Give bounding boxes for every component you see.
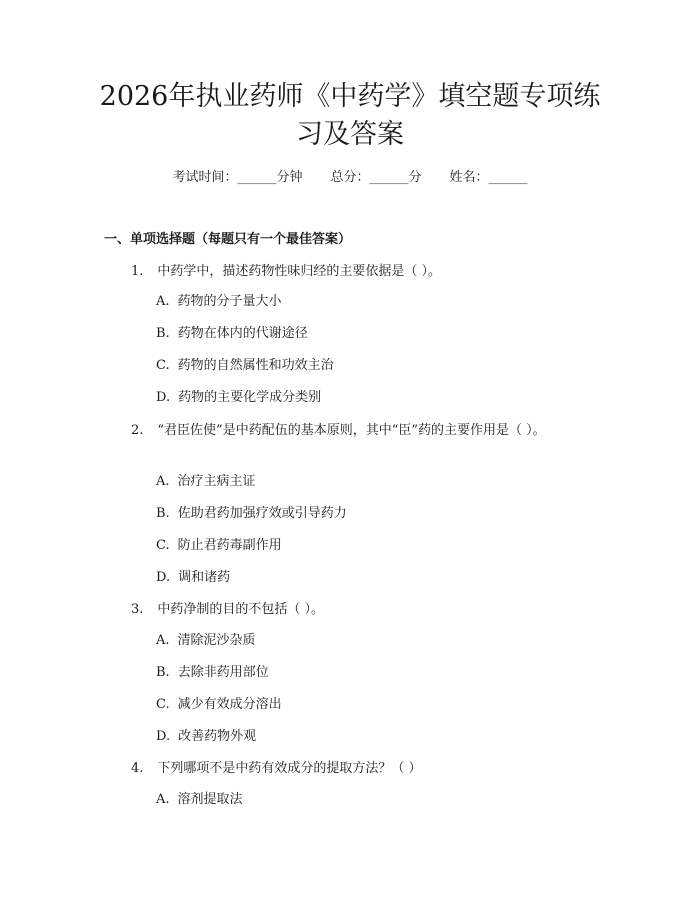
- document-title: 2026年执业药师《中药学》填空题专项练习及答案: [99, 81, 601, 150]
- question-2-option-d: [156, 568, 230, 588]
- option-letter: C.: [156, 538, 170, 553]
- question-1-option-a: [156, 292, 282, 312]
- question-text: “君臣佐使”是中药配伍的基本原则，其中“臣”药的主要作用是（ ）。: [157, 423, 546, 438]
- question-4: [104, 758, 596, 779]
- option-text: 药物的自然属性和功效主治: [177, 358, 334, 373]
- question-1-option-c: [156, 356, 334, 376]
- question-number: 2.: [131, 423, 144, 438]
- question-3-option-b: [156, 663, 269, 683]
- question-number: 4.: [131, 761, 144, 776]
- option-text: 药物的主要化学成分类别: [178, 390, 322, 405]
- question-2: [104, 420, 596, 441]
- question-1-option-d: [156, 388, 321, 408]
- option-letter: B.: [156, 506, 170, 521]
- option-text: 治疗主病主证: [177, 474, 256, 489]
- question-1: [104, 261, 596, 282]
- option-text: 溶剂提取法: [177, 792, 243, 807]
- option-text: 药物的分子量大小: [177, 294, 282, 309]
- option-letter: C.: [156, 358, 170, 373]
- option-letter: A.: [156, 792, 170, 807]
- section-title: 一、单项选择题（每题只有一个最佳答案）: [104, 232, 352, 247]
- option-letter: A.: [156, 474, 170, 489]
- option-text: 减少有效成分溶出: [177, 697, 282, 712]
- option-text: 改善药物外观: [178, 729, 257, 744]
- option-text: 防止君药毒副作用: [177, 538, 282, 553]
- question-3: [104, 599, 596, 620]
- question-text: 中药净制的目的不包括（ ）。: [157, 602, 325, 617]
- question-3-option-c: [156, 695, 282, 715]
- question-4-option-a: [156, 790, 243, 810]
- name-field: 姓名：______: [449, 170, 528, 185]
- option-text: 去除非药用部位: [177, 665, 269, 680]
- question-text: 中药学中，描述药物性味归经的主要依据是（ ）。: [157, 264, 442, 279]
- exam-info-line: [0, 168, 700, 188]
- question-3-option-a: [156, 631, 256, 651]
- option-letter: A.: [156, 633, 170, 648]
- option-letter: D.: [156, 390, 171, 405]
- question-2-option-b: [156, 504, 347, 524]
- option-letter: D.: [156, 729, 171, 744]
- question-number: 1.: [131, 264, 144, 279]
- option-text: 佐助君药加强疗效或引导药力: [177, 506, 347, 521]
- option-letter: B.: [156, 326, 170, 341]
- question-1-option-b: [156, 324, 308, 344]
- option-letter: B.: [156, 665, 170, 680]
- question-3-option-d: [156, 727, 256, 747]
- option-text: 清除泥沙杂质: [177, 633, 256, 648]
- question-number: 3.: [131, 602, 144, 617]
- question-2-option-a: [156, 472, 256, 492]
- question-2-option-c: [156, 536, 282, 556]
- option-text: 药物在体内的代谢途径: [177, 326, 308, 341]
- total-score-field: 总分：______分: [330, 170, 422, 185]
- option-letter: D.: [156, 570, 171, 585]
- option-letter: C.: [156, 697, 170, 712]
- question-text: 下列哪项不是中药有效成分的提取方法？（ ）: [157, 761, 422, 776]
- option-letter: A.: [156, 294, 170, 309]
- exam-time-field: 考试时间：______分钟: [172, 170, 303, 185]
- option-text: 调和诸药: [178, 570, 231, 585]
